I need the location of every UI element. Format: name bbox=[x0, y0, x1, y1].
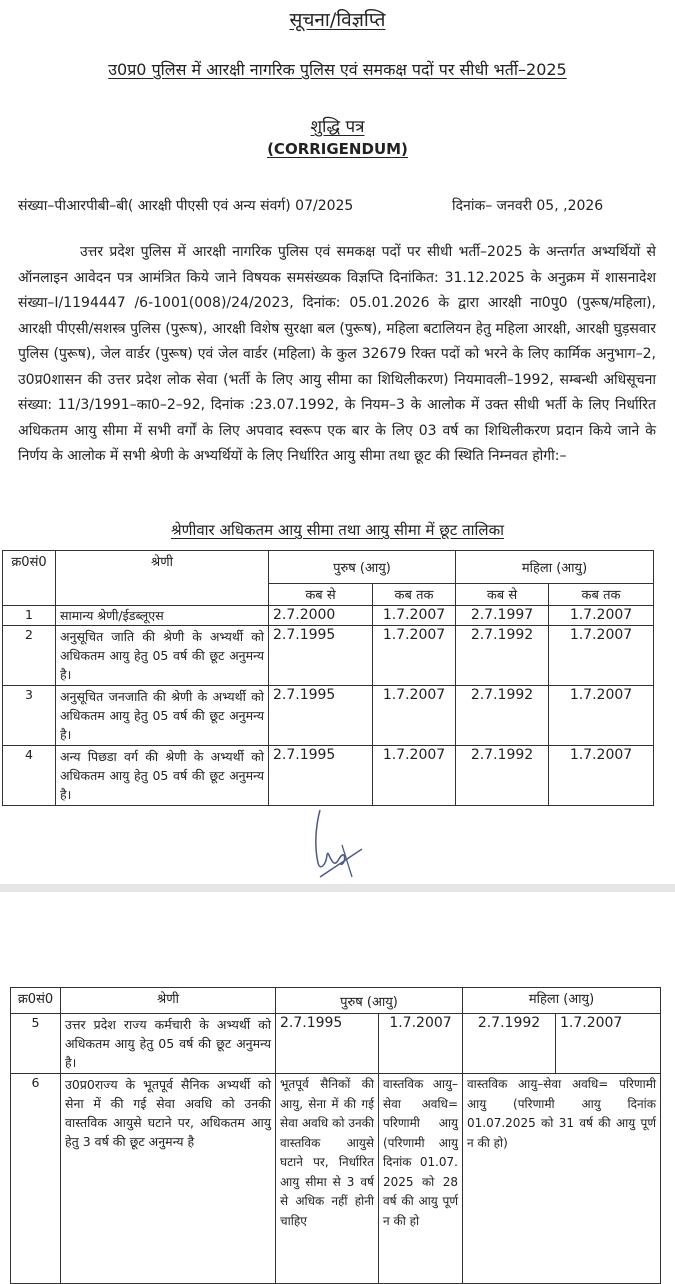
page-separator bbox=[0, 884, 675, 892]
row-sno: 3 bbox=[3, 686, 56, 746]
row-female-from: 2.7.1992 bbox=[456, 686, 549, 746]
row-male-from: 2.7.1995 bbox=[269, 626, 373, 686]
body-paragraph: उत्तर प्रदेश पुलिस में आरक्षी नागरिक पुलिस एवं समकक्ष पदों पर सीधी भर्ती–2025 के अन्तर्गत अभ्यर्थियों से ऑनलाइन आवेदन पत्र आमंत्रित किये जाने विषयक समसंख्यक विज्ञप्ति दिनांकित: 31.12.2025 के अनुक्रम में शासनादेश संख्या–I/1194447 /6-1001(008)/24/2023, दिनांक: 05.01.2026 के द्वारा आरक्षी ना0पु0 (पुरूष/महिला), आरक्षी पीएसी/सशस्त्र पुलिस (पुरूष), आरक्षी विशेष सुरक्षा बल (पुरूष), महिला बटालियन हेतु महिला आरक्षी, आरक्षी घुड़सवार पुलिस (पुरूष), जेल वार्डर (पुरूष) एवं जेल वार्डर (महिला) के कुल 32679 रिक्त पदों को भरने के लिए कार्मिक अनुभाग–2, उ0प्र0शासन की उत्तर प्रदेश लोक सेवा (भर्ती के लिए आयु सीमा का शिथिलीकरण) नियमावली–1992, सम्बन्धी अधिसूचना संख्या: 11/3/1991–का0–2–92, दिनांक :23.07.1992, के नियम–3 के आलोक में उक्त सीधी भर्ती के लिए निर्धारित अधिकतम आयु सीमा में सभी वर्गों के लिए अपवाद स्वरूप एक बार के लिए 03 वर्ष का शिथिलीकरण प्रदान किये जाने के निर्णय के आलोक में सभी श्रेणी के अभ्यर्थियों के लिए निर्धारित आयु सीमा तथा छूट की स्थिति निम्नवत होगी:– bbox=[18, 244, 656, 464]
header-female: महिला (आयु) bbox=[463, 988, 661, 1014]
header-male: पुरुष (आयु) bbox=[276, 988, 463, 1014]
row-sno: 1 bbox=[3, 606, 56, 626]
row-female-from: 2.7.1992 bbox=[463, 1014, 556, 1074]
row-female-to: 1.7.2007 bbox=[549, 626, 654, 686]
corrigendum-title-hindi: शुद्धि पत्र bbox=[310, 117, 365, 137]
header-male-from: कब से bbox=[269, 584, 373, 606]
header-sno: क्र0सं0 bbox=[11, 988, 61, 1014]
row-male-rule: भूतपूर्व सैनिकों की आयु, सेना में की गई सेवा अवधि को उनकी वास्तविक आयुसे घटाने पर, निर्धारित आयु सीमा से 3 वर्ष से अधिक नहीं होनी चाहिए bbox=[276, 1074, 379, 1284]
row-sno: 4 bbox=[3, 746, 56, 806]
row-category: सामान्य श्रेणी/ईडब्लूएस bbox=[56, 606, 269, 626]
row-female-to: 1.7.2007 bbox=[549, 606, 654, 626]
corrigendum-title-english: (CORRIGENDUM) bbox=[267, 140, 408, 158]
row-female-from: 2.7.1992 bbox=[456, 746, 549, 806]
row-male-to: 1.7.2007 bbox=[379, 1014, 463, 1074]
header-female-from: कब से bbox=[456, 584, 549, 606]
row-male-from: 2.7.2000 bbox=[269, 606, 373, 626]
header-sno: क्र0सं0 bbox=[3, 551, 56, 606]
row-female-to: 1.7.2007 bbox=[549, 686, 654, 746]
row-male-from: 2.7.1995 bbox=[269, 686, 373, 746]
age-limit-table bbox=[2, 550, 654, 806]
subject-heading: उ0प्र0 पुलिस में आरक्षी नागरिक पुलिस एवं समकक्ष पदों पर सीधी भर्ती–2025 bbox=[108, 60, 567, 79]
age-limit-table-continued bbox=[10, 987, 661, 1284]
table-row bbox=[3, 746, 654, 806]
reference-date: दिनांक– जनवरी 05, ,2026 bbox=[452, 198, 604, 214]
row-sno: 6 bbox=[11, 1074, 61, 1284]
row-female-to: 1.7.2007 bbox=[549, 746, 654, 806]
table-row bbox=[3, 686, 654, 746]
header-female: महिला (आयु) bbox=[456, 551, 654, 584]
notice-heading: सूचना/विज्ञप्ति bbox=[289, 9, 386, 31]
row-male-to: 1.7.2007 bbox=[373, 686, 456, 746]
header-male: पुरुष (आयु) bbox=[269, 551, 456, 584]
row-female-to: 1.7.2007 bbox=[556, 1014, 661, 1074]
header-category: श्रेणी bbox=[61, 988, 276, 1014]
row-male-from: 2.7.1995 bbox=[269, 746, 373, 806]
header-female-to: कब तक bbox=[549, 584, 654, 606]
row-category: उ0प्र0राज्य के भूतपूर्व सैनिक अभ्यर्थी को सेना में की गई सेवा अवधि को उनकी वास्तविक आयुसे घटाने पर, अधिकतम आयु हेतु 3 वर्ष की छूट अनुमन्य है bbox=[61, 1074, 276, 1284]
row-category: अन्य पिछडा वर्ग की श्रेणी के अभ्यर्थी को अधिकतम आयु हेतु 05 वर्ष की छूट अनुमन्य है। bbox=[56, 746, 269, 806]
row-category: अनुसूचित जनजाति की श्रेणी के अभ्यर्थी को अधिकतम आयु हेतु 05 वर्ष की छूट अनुमन्य है। bbox=[56, 686, 269, 746]
table-row bbox=[3, 606, 654, 626]
table-title: श्रेणीवार अधिकतम आयु सीमा तथा आयु सीमा में छूट तालिका bbox=[170, 521, 504, 539]
row-male-from: 2.7.1995 bbox=[276, 1014, 379, 1074]
row-female-from: 2.7.1997 bbox=[456, 606, 549, 626]
row-male-formula: वास्तविक आयु–सेवा अवधि= परिणामी आयु (परिणामी आयु दिनांक 01.07. 2025 को 28 वर्ष की आयु पूर्ण न की हो bbox=[379, 1074, 463, 1284]
table-row bbox=[11, 1074, 661, 1284]
row-male-to: 1.7.2007 bbox=[373, 626, 456, 686]
table-row bbox=[11, 1014, 661, 1074]
header-male-to: कब तक bbox=[373, 584, 456, 606]
row-category: अनुसूचित जाति की श्रेणी के अभ्यर्थी को अधिकतम आयु हेतु 05 वर्ष की छूट अनुमन्य है। bbox=[56, 626, 269, 686]
row-sno: 2 bbox=[3, 626, 56, 686]
row-female-from: 2.7.1992 bbox=[456, 626, 549, 686]
row-category: उत्तर प्रदेश राज्य कर्मचारी के अभ्यर्थी को अधिकतम आयु हेतु 05 वर्ष की छूट अनुमन्य है। bbox=[61, 1014, 276, 1074]
row-sno: 5 bbox=[11, 1014, 61, 1074]
row-female-formula: वास्तविक आयु–सेवा अवधि= परिणामी आयु (परिणामी आयु दिनांक 01.07.2025 को 31 वर्ष की आयु पूर्ण न की हो) bbox=[463, 1074, 661, 1284]
reference-number: संख्या–पीआरपीबी–बी( आरक्षी पीएसी एवं अन्य संवर्ग) 07/2025 bbox=[18, 198, 354, 214]
table-row bbox=[3, 626, 654, 686]
header-category: श्रेणी bbox=[56, 551, 269, 606]
row-male-to: 1.7.2007 bbox=[373, 746, 456, 806]
signature bbox=[300, 805, 380, 880]
row-male-to: 1.7.2007 bbox=[373, 606, 456, 626]
